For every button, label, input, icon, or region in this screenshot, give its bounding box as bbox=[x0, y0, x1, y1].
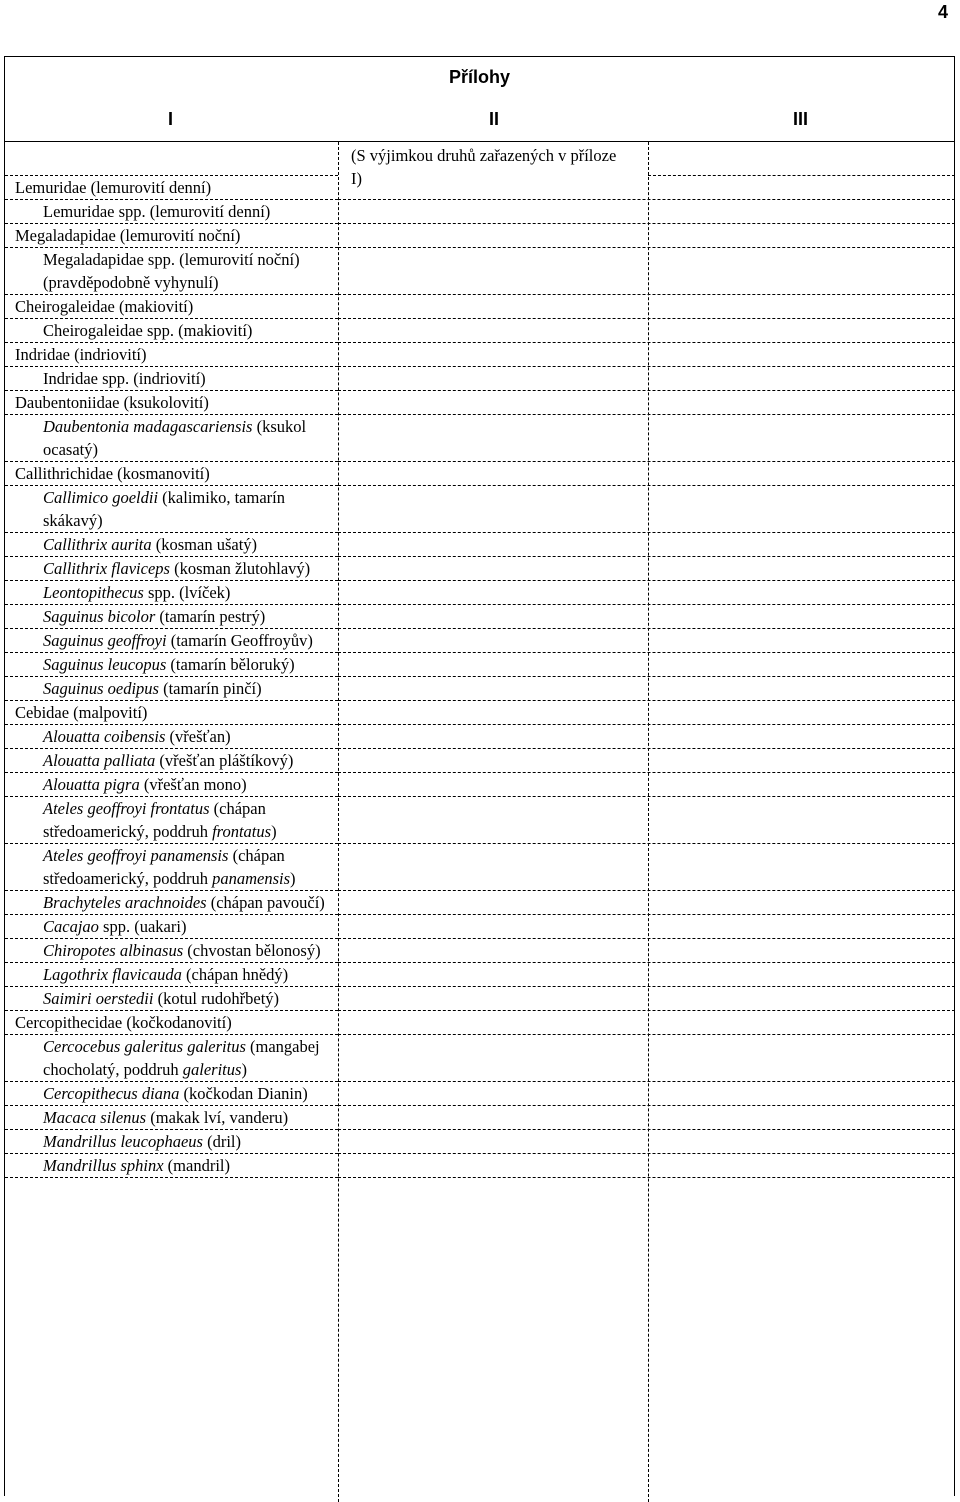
species-row bbox=[5, 486, 338, 533]
common-name: (mangabej chocholatý, poddruh bbox=[43, 1037, 320, 1079]
family-row bbox=[5, 224, 338, 248]
scientific-name: Alouatta pigra bbox=[43, 775, 140, 794]
row-separator bbox=[338, 199, 955, 200]
column-divider-2 bbox=[648, 142, 649, 1502]
species-row bbox=[5, 1154, 338, 1178]
row-separator bbox=[338, 628, 955, 629]
table-row-spacer bbox=[5, 142, 338, 176]
annexes-title: Přílohy bbox=[448, 67, 510, 87]
row-separator bbox=[338, 342, 955, 343]
scientific-name: Macaca silenus bbox=[43, 1108, 147, 1127]
species-row bbox=[5, 963, 338, 987]
common-name: (chvostan bělonosý) bbox=[183, 941, 321, 960]
family-row bbox=[5, 1011, 338, 1035]
species-row bbox=[5, 939, 338, 963]
family-row bbox=[5, 295, 338, 319]
common-name: (chápan hnědý) bbox=[181, 965, 289, 984]
species-name: Megaladapidae spp. (lemurovití noční) (pravděpodobně vyhynulí) bbox=[43, 250, 300, 292]
row-separator bbox=[338, 414, 955, 415]
common-name: (chápan pavoučí) bbox=[206, 893, 325, 912]
row-separator bbox=[338, 604, 955, 605]
species-row bbox=[5, 367, 338, 391]
row-separator bbox=[338, 986, 955, 987]
row-separator bbox=[338, 366, 955, 367]
row-separator bbox=[338, 532, 955, 533]
family-name: Indridae (indriovití) bbox=[15, 345, 147, 364]
species-row bbox=[5, 773, 338, 797]
row-separator bbox=[338, 1034, 955, 1035]
species-row bbox=[5, 1035, 338, 1082]
scientific-name: Callithrix flaviceps bbox=[43, 559, 170, 578]
row-separator bbox=[338, 652, 955, 653]
row-separator bbox=[338, 890, 955, 891]
common-name: (kotul rudohřbetý) bbox=[153, 989, 280, 1008]
row-separator bbox=[338, 772, 955, 773]
scientific-name: Cercopithecus diana bbox=[43, 1084, 180, 1103]
row-separator bbox=[338, 1129, 955, 1130]
row-separator bbox=[338, 318, 955, 319]
row-separator bbox=[338, 724, 955, 725]
common-name: (makak lví, vanderu) bbox=[146, 1108, 289, 1127]
row-separator bbox=[338, 556, 955, 557]
row-separator bbox=[338, 294, 955, 295]
family-name: Cercopithecidae (kočkodanovití) bbox=[15, 1013, 232, 1032]
family-row bbox=[5, 176, 338, 200]
species-row bbox=[5, 557, 338, 581]
row-separator bbox=[648, 175, 955, 176]
scientific-name: Saguinus geoffroyi bbox=[43, 631, 167, 650]
species-row bbox=[5, 915, 338, 939]
common-name: (chápan středoamerický, poddruh bbox=[43, 799, 266, 841]
species-row bbox=[5, 533, 338, 557]
species-row bbox=[5, 200, 338, 224]
scientific-name: Chiropotes albinasus bbox=[43, 941, 184, 960]
family-name: Daubentoniidae (ksukolovití) bbox=[15, 393, 209, 412]
scientific-name: Ateles geoffroyi panamensis bbox=[43, 846, 229, 865]
scientific-name: Brachyteles arachnoides bbox=[43, 893, 207, 912]
family-name: Cheirogaleidae (makiovití) bbox=[15, 297, 194, 316]
row-separator bbox=[338, 461, 955, 462]
scientific-name: Ateles geoffroyi frontatus bbox=[43, 799, 210, 818]
scientific-name: Mandrillus sphinx bbox=[43, 1156, 164, 1175]
common-name: spp. (uakari) bbox=[98, 917, 187, 936]
column-divider-1 bbox=[338, 142, 339, 1502]
family-name: Lemuridae (lemurovití denní) bbox=[15, 178, 212, 197]
scientific-name: Callithrix aurita bbox=[43, 535, 152, 554]
column-header-annex-1: I bbox=[168, 109, 174, 129]
row-separator bbox=[338, 223, 955, 224]
scientific-name: Cacajao bbox=[43, 917, 99, 936]
species-row bbox=[5, 1130, 338, 1154]
common-name: (vřešťan pláštíkový) bbox=[155, 751, 294, 770]
page-number: 4 bbox=[937, 2, 948, 22]
scientific-name: Saguinus oedipus bbox=[43, 679, 159, 698]
species-row bbox=[5, 605, 338, 629]
row-separator bbox=[338, 1081, 955, 1082]
common-name: ) bbox=[271, 822, 277, 841]
common-name: (ksukol ocasatý) bbox=[43, 417, 307, 459]
family-row bbox=[5, 391, 338, 415]
row-separator bbox=[338, 247, 955, 248]
scientific-name: galeritus bbox=[182, 1060, 242, 1079]
row-separator bbox=[338, 914, 955, 915]
species-row bbox=[5, 891, 338, 915]
row-separator bbox=[338, 1010, 955, 1011]
species-row bbox=[5, 844, 338, 891]
common-name: ) bbox=[290, 869, 296, 888]
common-name: (mandril) bbox=[163, 1156, 230, 1175]
column-header-annex-2: II bbox=[489, 109, 500, 129]
row-separator bbox=[338, 1153, 955, 1154]
common-name: (vřešťan mono) bbox=[139, 775, 247, 794]
row-separator bbox=[338, 1105, 955, 1106]
scientific-name: Leontopithecus bbox=[43, 583, 144, 602]
common-name: (kočkodan Dianin) bbox=[179, 1084, 308, 1103]
scientific-name: Alouatta palliata bbox=[43, 751, 156, 770]
scientific-name: Lagothrix flavicauda bbox=[43, 965, 182, 984]
row-separator bbox=[338, 1177, 955, 1178]
common-name: spp. (lvíček) bbox=[143, 583, 231, 602]
common-name: (kalimiko, tamarín skákavý) bbox=[43, 488, 285, 530]
species-row bbox=[5, 415, 338, 462]
scientific-name: Saguinus bicolor bbox=[43, 607, 156, 626]
species-name: Lemuridae spp. (lemurovití denní) bbox=[43, 202, 271, 221]
annex-1-entries bbox=[5, 142, 338, 1178]
family-name: Cebidae (malpovití) bbox=[15, 703, 148, 722]
species-row bbox=[5, 749, 338, 773]
row-separator bbox=[338, 676, 955, 677]
species-row bbox=[5, 653, 338, 677]
scientific-name: panamensis bbox=[212, 869, 290, 888]
species-row bbox=[5, 987, 338, 1011]
common-name: (tamarín Geoffroyův) bbox=[166, 631, 313, 650]
family-row bbox=[5, 462, 338, 486]
family-row bbox=[5, 343, 338, 367]
row-separator bbox=[338, 962, 955, 963]
family-row bbox=[5, 701, 338, 725]
species-row bbox=[5, 581, 338, 605]
common-name: (tamarín pestrý) bbox=[155, 607, 266, 626]
common-name: (tamarín pinčí) bbox=[158, 679, 262, 698]
species-row bbox=[5, 1082, 338, 1106]
scientific-name: Callimico goeldii bbox=[43, 488, 159, 507]
row-separator bbox=[338, 485, 955, 486]
row-separator bbox=[338, 580, 955, 581]
common-name: (vřešťan) bbox=[165, 727, 231, 746]
family-name: Megaladapidae (lemurovití noční) bbox=[15, 226, 241, 245]
common-name: (kosman žlutohlavý) bbox=[169, 559, 311, 578]
row-separator bbox=[338, 700, 955, 701]
annex-2-note: (S výjimkou druhů zařazených v příloze I) bbox=[351, 146, 617, 188]
row-separator bbox=[338, 390, 955, 391]
scientific-name: frontatus bbox=[212, 822, 272, 841]
species-row bbox=[5, 629, 338, 653]
common-name: (tamarín běloruký) bbox=[166, 655, 295, 674]
species-row bbox=[5, 725, 338, 749]
common-name: (dril) bbox=[202, 1132, 241, 1151]
scientific-name: Mandrillus leucophaeus bbox=[43, 1132, 203, 1151]
scientific-name: Saguinus leucopus bbox=[43, 655, 167, 674]
common-name: (kosman ušatý) bbox=[151, 535, 258, 554]
row-separator bbox=[338, 748, 955, 749]
scientific-name: Alouatta coibensis bbox=[43, 727, 166, 746]
row-separator bbox=[338, 796, 955, 797]
species-row bbox=[5, 677, 338, 701]
species-row bbox=[5, 1106, 338, 1130]
species-row bbox=[5, 248, 338, 295]
species-row bbox=[5, 319, 338, 343]
species-row bbox=[5, 797, 338, 844]
family-name: Callithrichidae (kosmanovití) bbox=[15, 464, 210, 483]
scientific-name: Saimiri oerstedii bbox=[43, 989, 154, 1008]
column-header-annex-3: III bbox=[793, 109, 809, 129]
common-name: (chápan středoamerický, poddruh bbox=[43, 846, 285, 888]
row-separator bbox=[338, 938, 955, 939]
species-name: Cheirogaleidae spp. (makiovití) bbox=[43, 321, 253, 340]
annex-table bbox=[4, 56, 955, 1496]
common-name: ) bbox=[241, 1060, 247, 1079]
scientific-name: Daubentonia madagascariensis bbox=[43, 417, 253, 436]
species-name: Indridae spp. (indriovití) bbox=[43, 369, 206, 388]
scientific-name: Cercocebus galeritus galeritus bbox=[43, 1037, 246, 1056]
row-separator bbox=[338, 843, 955, 844]
